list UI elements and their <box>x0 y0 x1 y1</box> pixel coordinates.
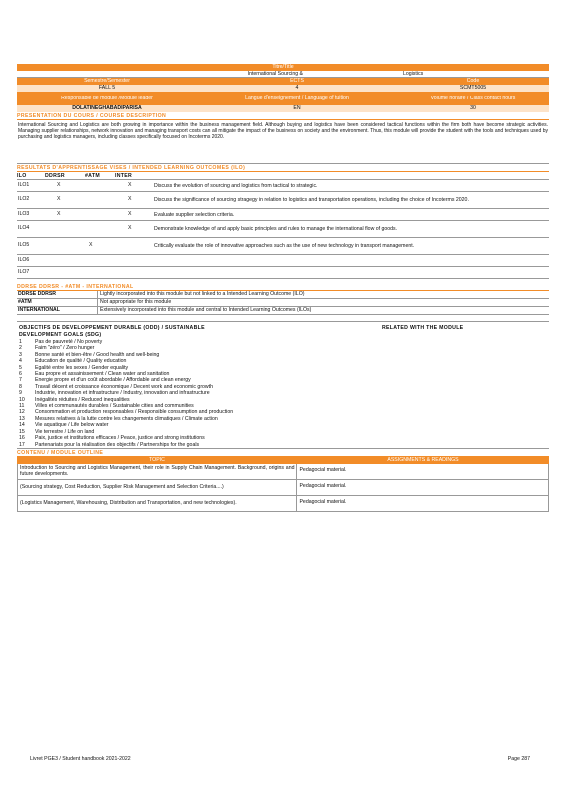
sdg-number: 11 <box>19 403 25 410</box>
volume-label: Volume horaire / Class contact hours <box>430 95 516 101</box>
ilo-id: ILO4 <box>18 225 30 232</box>
legend-text: Not appropriate for this module <box>97 299 549 306</box>
semester-header-row <box>17 78 549 85</box>
content-table <box>17 464 549 512</box>
content-heading: CONTENU / MODULE OUTLINE <box>17 449 549 457</box>
ilo-text <box>153 260 549 262</box>
code-value: SCMT5005 <box>459 85 487 91</box>
ilo-text: Evaluate supplier selection criteria. <box>154 211 235 218</box>
title-label: Titre/Title <box>272 64 294 70</box>
course-title-row <box>17 71 549 78</box>
sdg-number: 14 <box>19 422 25 429</box>
code-label: Code <box>466 78 480 84</box>
sdg-text: Consommation et production responsables / Responsible consumption and production <box>35 409 234 416</box>
sdg-item <box>17 442 549 448</box>
sdg-text: Villes et communautés durables / Sustainable cities and communities <box>35 403 194 410</box>
ilo-row <box>17 192 549 209</box>
col-assign: ASSIGNMENTS & READINGS <box>387 456 459 463</box>
semester-value-row <box>17 85 549 92</box>
ilo-ddrsr-mark: X <box>57 181 61 188</box>
sdg-number: 16 <box>19 435 25 442</box>
sdg-text: Mesures relatives à la lutte contre les changements climatiques / Climate action <box>35 415 218 422</box>
legend-text: Extensively incorporated into this module and central to Intended Learning Outcomes (ILOs) <box>97 307 549 314</box>
ilo-atm-mark <box>85 199 127 201</box>
sdg-text: Partenariats pour la réalisation des objectifs / Partnerships for the goals <box>35 441 200 448</box>
sdg-text: Vie aquatique / Life below water <box>35 422 109 429</box>
legend-key: DDRSE DDRSR <box>18 291 57 297</box>
ilo-text: Discuss the evolution of sourcing and logistics from tactical to strategic. <box>154 182 318 189</box>
sdg-number: 10 <box>19 396 25 403</box>
sdg-number: 1 <box>19 339 22 345</box>
ilo-id: ILO1 <box>18 181 30 188</box>
course-title-2: Logistics <box>403 71 424 77</box>
footer-page-number: Page 287 <box>507 756 530 762</box>
ilo-ddrsr-mark <box>45 272 85 274</box>
ects-value: 4 <box>295 85 299 91</box>
leader-header-row <box>17 92 549 105</box>
sdg-text: Education de qualité / Quality education <box>35 358 127 365</box>
semester-label: Semestre/Semester <box>84 78 130 84</box>
ilo-inter-mark: X <box>128 181 132 188</box>
ilo-text: Critically evaluate the role of innovative approaches such as the use of new technology in transport management. <box>154 243 415 249</box>
sdg-text: Pas de pauvreté / No poverty <box>35 339 103 345</box>
col-inter: INTER <box>115 173 133 179</box>
ilo-row <box>17 238 549 255</box>
sdg-number: 4 <box>19 358 22 365</box>
col-ddrsr: DDRSR <box>45 173 65 179</box>
presentation-text: International Sourcing and Logistics are both growing in importance within the business management field. Although buying and logistics have been considered tactical functions within the firm both have become strategic activities. Managing supplier relationships, network innovation and managing transport costs can all mitigate the impact of the business on society and the environment. Thus, this module will provide the student with the tools and techniques used by purchasing and logistics managers, including classes specifically focused on Incoterms 2020. <box>17 120 549 164</box>
langue-label: Langue d'enseignement / Language of tuition <box>245 94 349 101</box>
sdg-number: 13 <box>19 415 25 422</box>
legend-row <box>17 307 549 315</box>
col-ilo: ILO <box>17 173 27 179</box>
ilo-atm-mark <box>85 228 127 230</box>
sdg-list <box>17 339 549 448</box>
presentation-heading: PRESENTATION DU COURS / COURSE DESCRIPTION <box>17 112 549 120</box>
page-footer <box>30 757 530 763</box>
sdg-number: 5 <box>19 364 22 371</box>
ilo-row <box>17 267 549 279</box>
sdg-text: Inégalités réduites / Reduced inequalities <box>35 396 130 403</box>
legend-row <box>17 299 549 307</box>
ilo-heading: RESULTATS D'APPRENTISSAGE VISES / INTENDED LEARNING OUTCOMES (ILO) <box>17 164 549 172</box>
sdg-text: Energie propre et d'un coût abordable / Affordable and clean energy <box>35 377 191 384</box>
ilo-inter-mark <box>127 245 153 247</box>
content-row <box>18 480 549 496</box>
ilo-text: Demonstrate knowledge of and apply basic principles and rules to manage the international flow of goods. <box>154 226 398 232</box>
ilo-inter-mark: X <box>128 210 132 217</box>
sdg-number: 8 <box>19 383 22 390</box>
ilo-inter-mark <box>127 260 153 262</box>
sdg-related: RELATED WITH THE MODULE <box>382 325 464 331</box>
legend-heading: DDRSE DDRSR - #ATM - INTERNATIONAL <box>17 283 549 291</box>
content-column-header <box>17 457 549 464</box>
legend-table <box>17 291 549 315</box>
responsable-label: Responsable de module /Module leader <box>61 95 153 101</box>
ilo-id: ILO3 <box>18 210 30 217</box>
ilo-inter-mark: X <box>128 225 132 232</box>
sdg-number: 17 <box>19 441 25 448</box>
sdg-number: 15 <box>19 428 25 435</box>
ilo-ddrsr-mark: X <box>57 210 61 217</box>
volume-value: 30 <box>470 105 476 111</box>
legend-key: #ATM <box>18 299 32 305</box>
content-assignment: Pedagocial material. <box>297 496 549 511</box>
sdg-text: Industrie, innovation et infrastructure / Industry, innovation and infrastructure <box>35 390 210 397</box>
footer-left: Livret PGE3 / Student handbook 2021-2022 <box>30 756 131 762</box>
sdg-number: 9 <box>19 390 22 397</box>
leader-value-row <box>17 105 549 112</box>
ilo-text <box>153 272 549 274</box>
content-topic: Introduction to Sourcing and Logistics Management, their role in Supply Chain Management. Background, origins and future developments. <box>18 464 297 479</box>
content-row <box>18 496 549 512</box>
sdg-number: 2 <box>19 345 22 352</box>
ilo-ddrsr-mark <box>45 245 85 247</box>
sdg-text: Vie terrestre / Life on land <box>35 428 95 435</box>
sdg-heading-2: DEVELOPMENT GOALS (SDG) <box>19 332 102 338</box>
content-topic: (Sourcing strategy, Cost Reduction, Supplier Risk Management and Selection Criteria....) <box>18 480 297 495</box>
ilo-inter-mark <box>127 272 153 274</box>
ilo-atm-mark <box>85 214 127 216</box>
semester-value: FALL 5 <box>98 85 116 91</box>
ilo-row <box>17 221 549 238</box>
content-row <box>18 464 549 480</box>
langue-value: EN <box>293 105 301 111</box>
sdg-number: 7 <box>19 377 22 384</box>
ilo-id: ILO2 <box>18 196 30 203</box>
sdg-block <box>17 321 549 449</box>
sdg-text: Egalité entre les sexes / Gender equality <box>35 364 129 371</box>
course-sheet <box>17 64 549 512</box>
sdg-text: Faim "zéro" / Zero hunger <box>35 345 95 352</box>
sdg-text: Eau propre et assainissement / Clean water and sanitation <box>35 371 170 378</box>
sdg-heading-1: OBJECTIFS DE DEVELOPPEMENT DURABLE (ODD) / SUSTAINABLE <box>19 325 205 331</box>
ilo-ddrsr-mark <box>45 260 85 262</box>
ilo-id: ILO5 <box>18 242 30 249</box>
ects-label: ECTS <box>290 78 304 84</box>
ilo-id: ILO7 <box>18 268 30 275</box>
ilo-id: ILO6 <box>18 256 30 263</box>
ilo-ddrsr-mark: X <box>57 196 61 203</box>
ilo-row <box>17 209 549 221</box>
ilo-row <box>17 180 549 192</box>
ilo-text: Discuss the significance of sourcing stragegy in relation to logistics and transportation operations, including the choice of Incoterms 2020. <box>154 197 469 203</box>
title-bar <box>17 64 549 71</box>
ilo-atm-mark <box>85 272 127 274</box>
ilo-row <box>17 255 549 267</box>
legend-key: INTERNATIONAL <box>18 307 60 313</box>
sdg-text: Bonne santé et bien-être / Good health and well-being <box>35 351 160 358</box>
legend-row <box>17 291 549 299</box>
ilo-column-header <box>17 172 549 180</box>
sdg-number: 12 <box>19 409 25 416</box>
col-topic: TOPIC <box>149 456 165 463</box>
ilo-ddrsr-mark <box>45 228 85 230</box>
course-title: International Sourcing & <box>247 71 303 77</box>
responsable-value: DOLATINEGHABADIPARISA <box>72 105 142 111</box>
sdg-header <box>17 325 549 339</box>
ilo-inter-mark: X <box>128 196 132 203</box>
sdg-text: Travail décent et croissance économique / Decent work and economic growth <box>35 383 214 390</box>
ilo-table <box>17 180 549 279</box>
content-assignment: Pedagocial material. <box>297 464 549 479</box>
content-topic: (Logistics Management, Warehousing, Distribution and Transportation, and new technologies). <box>18 496 297 511</box>
ilo-atm-mark <box>85 185 127 187</box>
legend-text: Lightly incorporated into this module but not linked to a Intended Learning Outcome (ILO) <box>97 291 549 298</box>
content-assignment: Pedagocial material. <box>297 480 549 495</box>
sdg-number: 3 <box>19 351 22 358</box>
ilo-atm-mark: X <box>89 242 93 249</box>
col-atm: #ATM <box>85 173 100 179</box>
sdg-text: Paix, justice et institutions efficaces / Peace, justice and strong institutions <box>35 435 205 442</box>
sdg-number: 6 <box>19 371 22 378</box>
ilo-atm-mark <box>85 260 127 262</box>
